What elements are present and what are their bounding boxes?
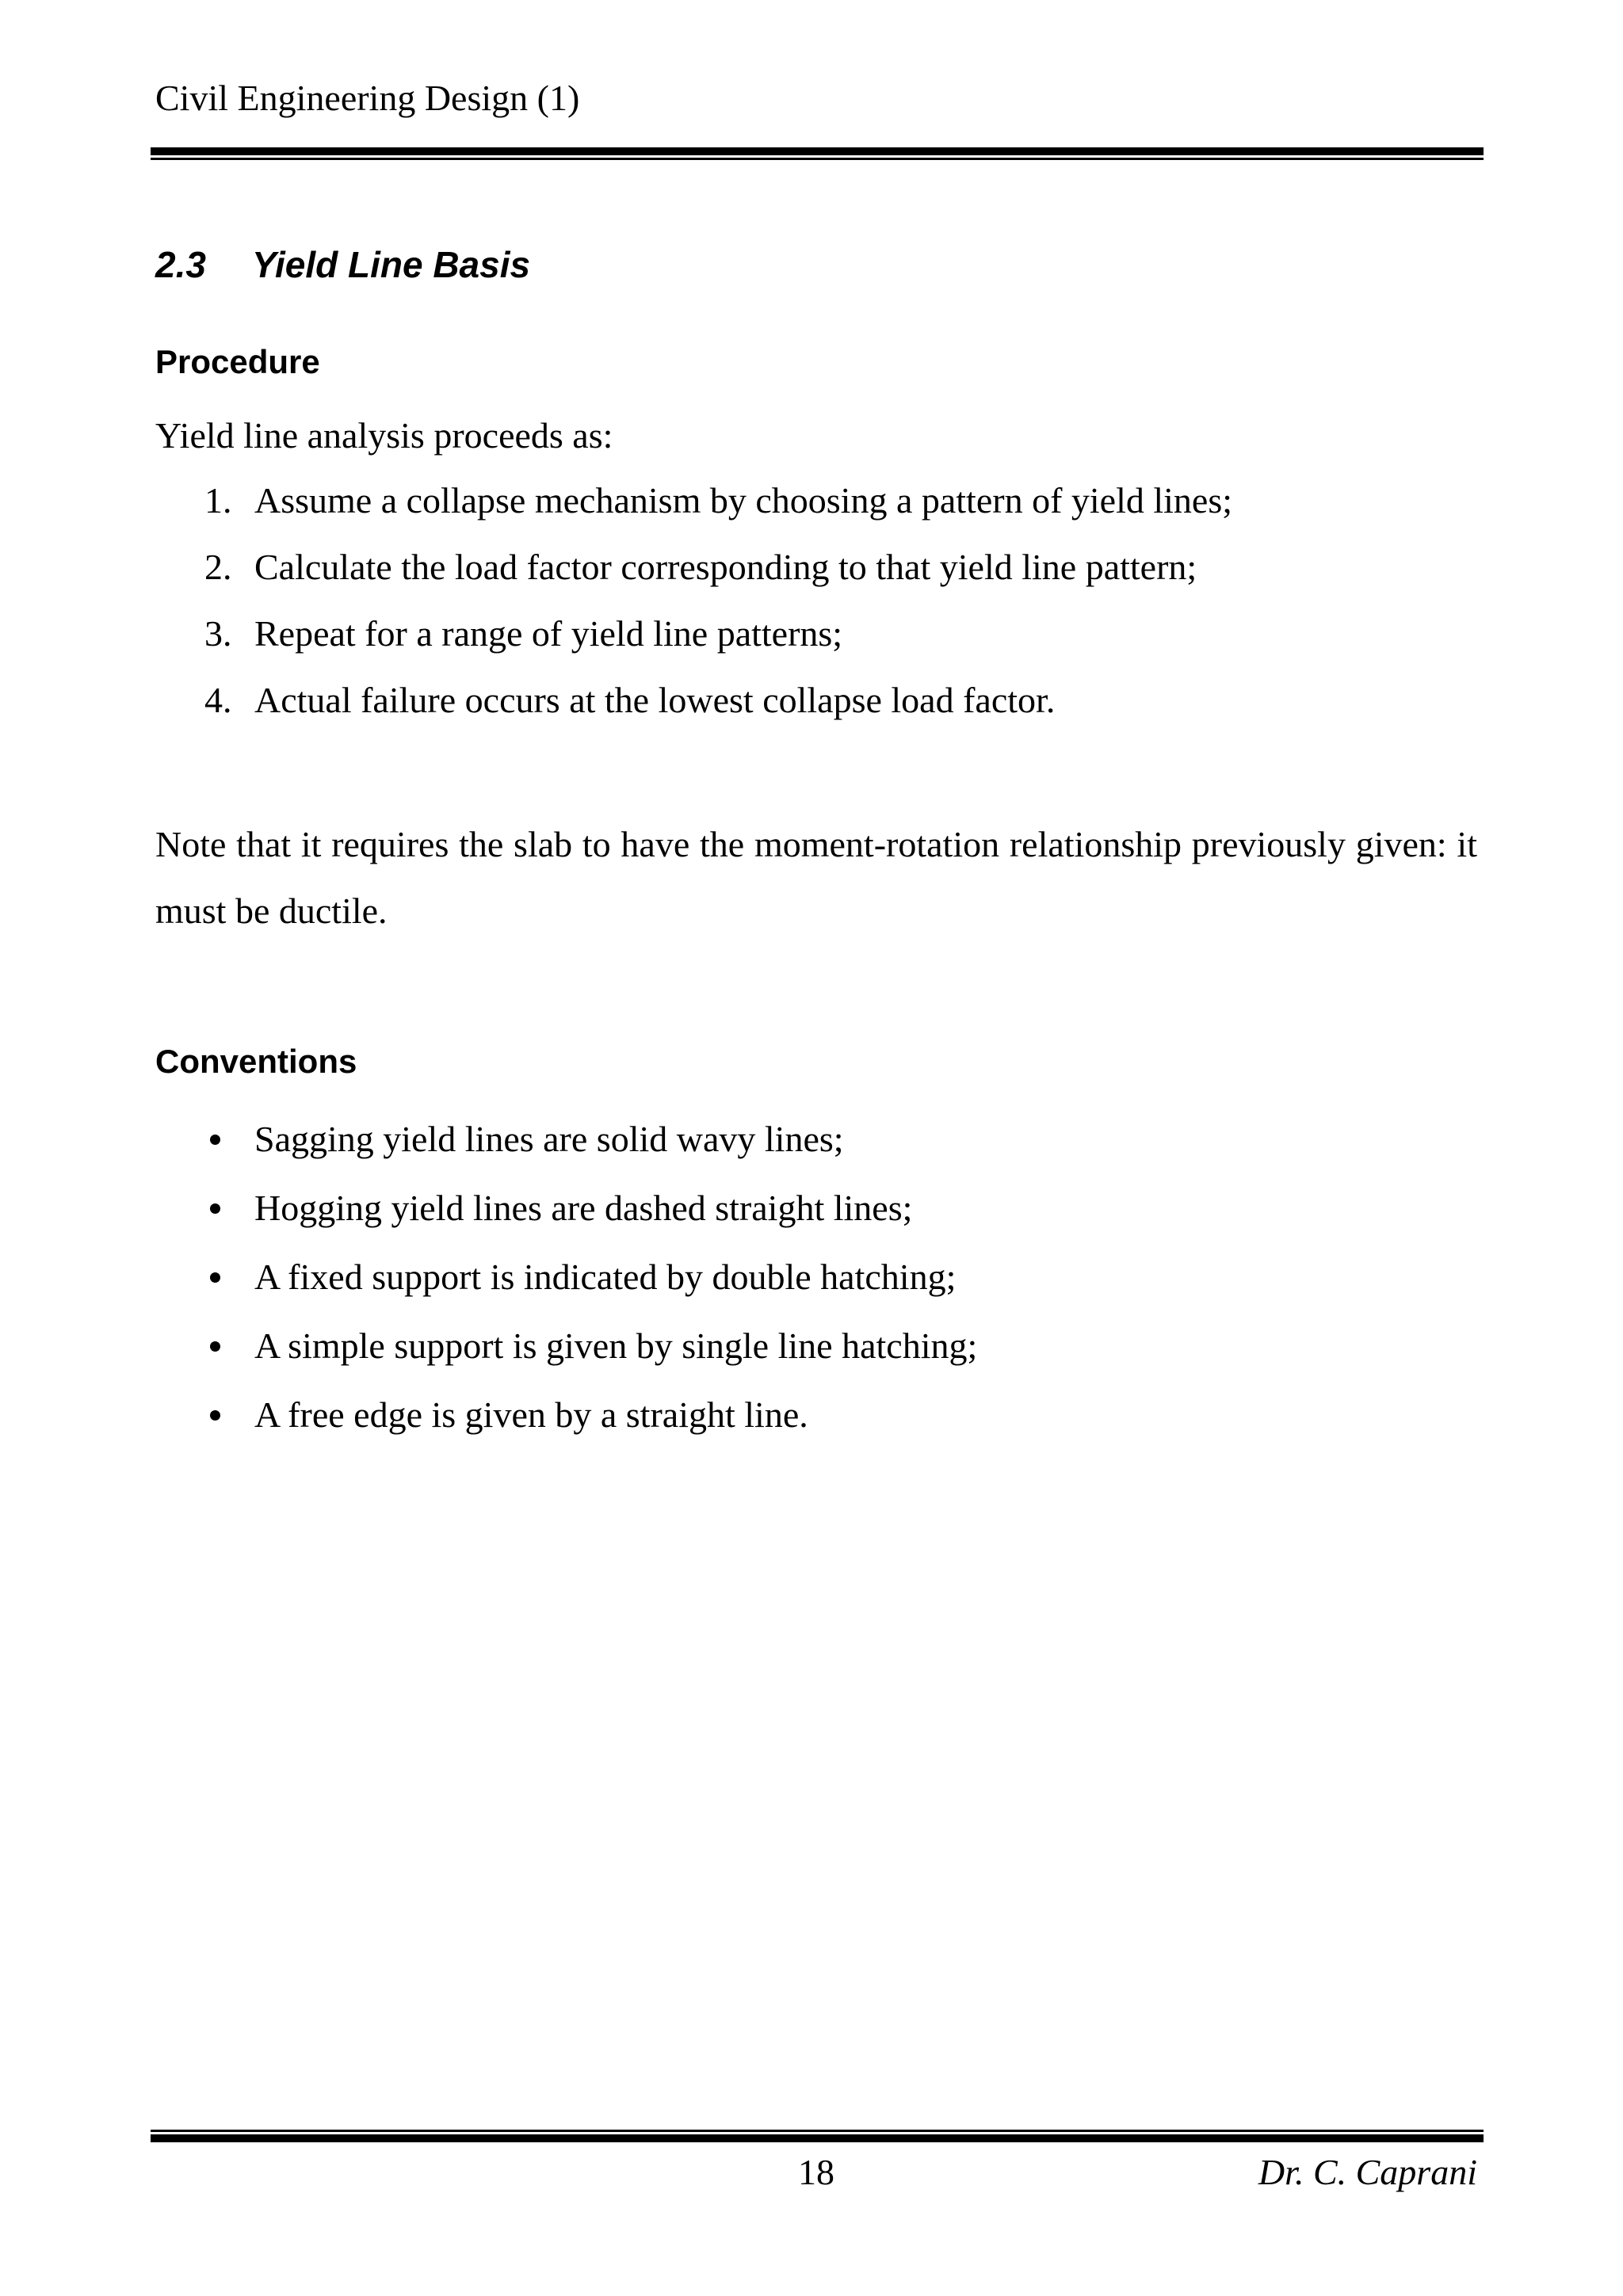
header-rule-thick (151, 147, 1484, 155)
bullet-icon (210, 1341, 220, 1352)
bullet-icon (210, 1203, 220, 1214)
list-item-text: Hogging yield lines are dashed straight lines; (254, 1188, 913, 1228)
list-item-text: Repeat for a range of yield line patterns; (254, 613, 843, 654)
list-item-marker: 1. (204, 480, 232, 521)
ductility-note-paragraph: Note that it requires the slab to have the moment-rotation relationship previously given: it must be ductile. (155, 824, 1477, 931)
procedure-intro: Yield line analysis proceeds as: (155, 415, 613, 456)
section-heading (155, 241, 530, 288)
list-item-text: A simple support is given by single line hatching; (254, 1325, 978, 1366)
conventions-heading: Conventions (155, 1043, 357, 1080)
running-header-title: Civil Engineering Design (1) (155, 78, 580, 118)
list-item-text: Calculate the load factor corresponding to that yield line pattern; (254, 547, 1197, 587)
list-item-text: Assume a collapse mechanism by choosing a pattern of yield lines; (254, 480, 1233, 521)
list-item-marker: 4. (204, 680, 232, 720)
list-item-text: A fixed support is indicated by double hatching; (254, 1257, 957, 1297)
bullet-icon (210, 1410, 220, 1421)
section-title: Yield Line Basis (252, 244, 531, 285)
procedure-heading: Procedure (155, 343, 320, 380)
author-name: Dr. C. Caprani (1258, 2152, 1477, 2192)
list-item-marker: 3. (204, 613, 232, 654)
list-item-text: A free edge is given by a straight line. (254, 1394, 808, 1435)
header-rule-thin (151, 158, 1484, 160)
section-number: 2.3 (155, 244, 206, 285)
bullet-icon (210, 1272, 220, 1283)
bullet-icon (210, 1135, 220, 1145)
list-item-text: Sagging yield lines are solid wavy lines; (254, 1119, 844, 1159)
list-item-marker: 2. (204, 547, 232, 587)
footer-rule-thick (151, 2134, 1484, 2142)
footer-rule-thin (151, 2130, 1484, 2132)
page-number: 18 (798, 2152, 834, 2192)
list-item-text: Actual failure occurs at the lowest collapse load factor. (254, 680, 1056, 720)
